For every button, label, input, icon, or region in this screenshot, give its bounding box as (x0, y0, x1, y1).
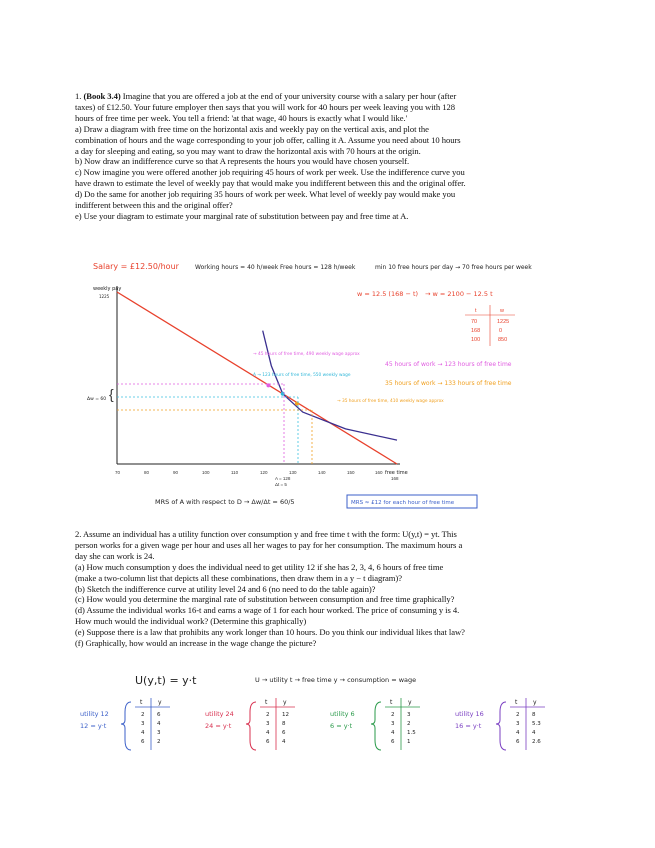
table-header-t: t (475, 308, 477, 314)
q1-line: a day for sleeping and eating, so you may want to draw the horizontal axis with 70 hours at the origin. (75, 145, 421, 156)
q2-line: (d) Assume the individual works 16-t and earns a wage of 1 for each hour worked. The price of consuming y is 4. (75, 605, 460, 616)
table-cell-t: 4 (391, 730, 395, 736)
y-axis-label: weekly pay (93, 286, 122, 292)
table-cell-y: 2 (407, 721, 411, 727)
col-header-y: y (408, 699, 412, 706)
brace (371, 702, 381, 750)
book-reference: (Book 3.4) (83, 91, 121, 101)
table-cell-y: 4 (532, 730, 536, 736)
brace (246, 702, 256, 750)
y-top-label: 1225 (99, 294, 110, 299)
table-cell-y: 1 (407, 739, 411, 745)
variable-legend: U → utility t → free time y → consumption = wage (255, 676, 417, 684)
brace (121, 702, 131, 750)
table-cell-y: 4 (282, 739, 286, 745)
q2-line: (make a two-column list that depicts all these combinations, then draw them in a y − t diagram)? (75, 572, 402, 583)
q2-handwritten-notes (75, 668, 580, 768)
table-cell-t: 6 (516, 739, 520, 745)
table-cell-t: 4 (516, 730, 520, 736)
col-header-t: t (515, 699, 518, 706)
q2-line: 2. Assume an individual has a utility function over consumption y and free time t with the form: U(y,t) = yt. This (75, 529, 457, 539)
table-cell-t: 2 (391, 712, 395, 718)
q1-line: taxes) of £12.50. Your future employer then says that you will work for 40 hours per week leaving you with 128 (75, 101, 455, 112)
equation-1: w = 12.5 (168 − t) (357, 290, 419, 298)
utility-table-utility-12 (80, 698, 170, 750)
job-45-note: 45 hours of work → 123 hours of free time (385, 361, 512, 368)
table-cell: 0 (499, 328, 503, 334)
table-header-w: w (500, 308, 504, 314)
budget-line (117, 292, 397, 464)
q1-handwritten-diagram (85, 252, 565, 522)
x-axis-label: free time (385, 470, 408, 476)
table-cell-y: 1.5 (407, 730, 416, 736)
table-cell-y: 6 (282, 730, 286, 736)
table-cell-t: 2 (266, 712, 270, 718)
utility-table-title: utility 24 (205, 710, 234, 718)
q2-line: How much would the individual work? (Determine this graphically) (75, 616, 307, 627)
table-cell-t: 4 (266, 730, 270, 736)
table-cell-y: 3 (157, 730, 161, 736)
utility-table-utility-16 (455, 698, 545, 750)
col-header-y: y (283, 699, 287, 706)
mrs-result: MRS ≈ £12 for each hour of free time (351, 500, 455, 506)
x-tick-label: 150 (347, 470, 355, 475)
table-cell-t: 6 (141, 739, 145, 745)
q1-line: combination of hours and the wage corresponding to your job offer, calling it A. Assume you need about 10 hours (75, 134, 461, 145)
table-cell-t: 2 (141, 712, 145, 718)
table-cell: 850 (498, 337, 508, 343)
table-cell-t: 2 (516, 712, 520, 718)
table-cell-y: 8 (532, 712, 536, 718)
table-cell-y: 5.3 (532, 721, 541, 727)
q1-line: e) Use your diagram to estimate your marginal rate of substitution between pay and free time at A. (75, 210, 409, 221)
salary-note: Salary = £12.50/hour (93, 262, 179, 271)
q1-line: hours of free time per week. You tell a friend: 'at that wage, 40 hours is exactly what I would like.' (75, 112, 408, 123)
utility-table-utility-6 (330, 698, 420, 750)
col-header-y: y (533, 699, 537, 706)
delta-t-label: Δt = 5 (275, 482, 287, 487)
q2-line: (c) How would you determine the marginal rate of substitution between consumption and free time graphically? (75, 594, 455, 605)
q2-line: (a) How much consumption y does the individual need to get utility 12 if she has 2, 3, 4, 6 hours of free time (75, 561, 444, 572)
question-2 (75, 529, 580, 649)
table-cell-t: 6 (266, 739, 270, 745)
question-1 (75, 91, 580, 222)
utility-table-equation: 6 = y·t (330, 722, 353, 730)
utility-table-title: utility 16 (455, 710, 484, 718)
q2-line: day she can work is 24. (75, 550, 155, 561)
col-header-t: t (390, 699, 393, 706)
working-hours-note: Working hours = 40 h/week (195, 264, 279, 271)
utility-table-utility-24 (205, 698, 295, 750)
brace (496, 702, 506, 750)
q1-line: d) Do the same for another job requiring 35 hours of work per week. What level of weekly pay would make you (75, 189, 456, 200)
col-header-t: t (140, 699, 143, 706)
q2-line: person works for a given wage per hour and uses all her wages to pay for her consumption. The maximum hours a (75, 539, 463, 550)
min-free-note: min 10 free hours per day → 70 free hours per week (375, 264, 532, 271)
x-ticks (115, 470, 399, 487)
q2-line: (e) Suppose there is a law that prohibits any work longer than 10 hours. Do you think our individual likes that law? (75, 627, 465, 638)
utility-table-equation: 12 = y·t (80, 722, 107, 730)
table-cell-y: 8 (282, 721, 286, 727)
q2-line: (b) Sketch the indifference curve at utility level 24 and 6 (no need to do the table again)? (75, 583, 376, 594)
x-tick-label: 160 (375, 470, 383, 475)
utility-tables (80, 698, 545, 750)
table-cell-t: 4 (141, 730, 145, 736)
col-header-y: y (158, 699, 162, 706)
annotation-A: A → 123 hours of free time, 550 weekly wage (253, 373, 351, 378)
table-cell-t: 3 (141, 721, 145, 727)
table-cell-y: 2 (157, 739, 161, 745)
job-35-note: 35 hours of work → 133 hours of free time (385, 380, 512, 387)
x-tick-label: 70 (115, 470, 121, 475)
table-cell-y: 12 (282, 712, 289, 718)
table-cell-y: 3 (407, 712, 411, 718)
q1-line: indifferent between this and the original offer? (75, 200, 233, 211)
x-tick-label: 130 (289, 470, 297, 475)
equation-2: → w = 2100 − 12.5 t (425, 290, 493, 298)
table-cell: 70 (471, 319, 478, 325)
table-cell-t: 3 (516, 721, 520, 727)
x-tick-label: 110 (231, 470, 239, 475)
table-cell-t: 3 (266, 721, 270, 727)
free-hours-note: Free hours = 128 h/week (280, 264, 356, 271)
x-tick-label: 80 (144, 470, 150, 475)
table-cell-y: 6 (157, 712, 161, 718)
utility-table-equation: 24 = y·t (205, 722, 232, 730)
q1-line: a) Draw a diagram with free time on the horizontal axis and weekly pay on the vertical axis, and plot the (75, 123, 429, 134)
x-tick-label-A: A = 128 (275, 476, 291, 481)
indifference-curve (263, 331, 397, 441)
col-header-t: t (265, 699, 268, 706)
delta-w-label: Δw = 60 (87, 397, 107, 402)
utility-table-equation: 16 = y·t (455, 722, 482, 730)
delta-w-brace: { (109, 386, 114, 402)
table-cell-t: 3 (391, 721, 395, 727)
utility-table-title: utility 6 (330, 710, 355, 718)
table-cell-y: 4 (157, 721, 161, 727)
table-cell: 1225 (497, 319, 510, 325)
mrs-formula: MRS of A with respect to D → Δw/Δt = 60/5 (155, 498, 295, 506)
plot-area (117, 292, 397, 464)
tw-table (465, 305, 515, 346)
q1-line: b) Now draw an indifference curve so that A represents the hours you would have chosen yourself. (75, 156, 410, 167)
q1-line: c) Now imagine you were offered another job requiring 45 hours of work per week. Use the indifference curve you (75, 167, 465, 178)
q1-line: have drawn to estimate the level of weekly pay that would make you indifferent between this and the original offer. (75, 178, 466, 189)
x-tick-label: 120 (260, 470, 268, 475)
x-tick-label: 100 (202, 470, 210, 475)
table-cell-t: 6 (391, 739, 395, 745)
annotation-45h: → 45 hours of free time, 490 weekly wage approx (253, 352, 360, 357)
x-tick-label: 140 (318, 470, 326, 475)
q1-line-0: 1. (Book 3.4) Imagine that you are offered a job at the end of your university course with a salary per hour (after (75, 91, 457, 101)
utility-table-title: utility 12 (80, 710, 109, 718)
table-cell: 168 (471, 328, 481, 334)
x-tick-label: 168 (391, 476, 399, 481)
utility-formula: U(y,t) = y·t (135, 674, 197, 687)
x-tick-label: 90 (173, 470, 179, 475)
table-cell: 100 (471, 337, 481, 343)
table-cell-y: 2.6 (532, 739, 541, 745)
q2-line: (f) Graphically, how would an increase in the wage change the picture? (75, 638, 317, 649)
annotation-35h: → 35 hours of free time, 410 weekly wage approx (337, 399, 444, 404)
